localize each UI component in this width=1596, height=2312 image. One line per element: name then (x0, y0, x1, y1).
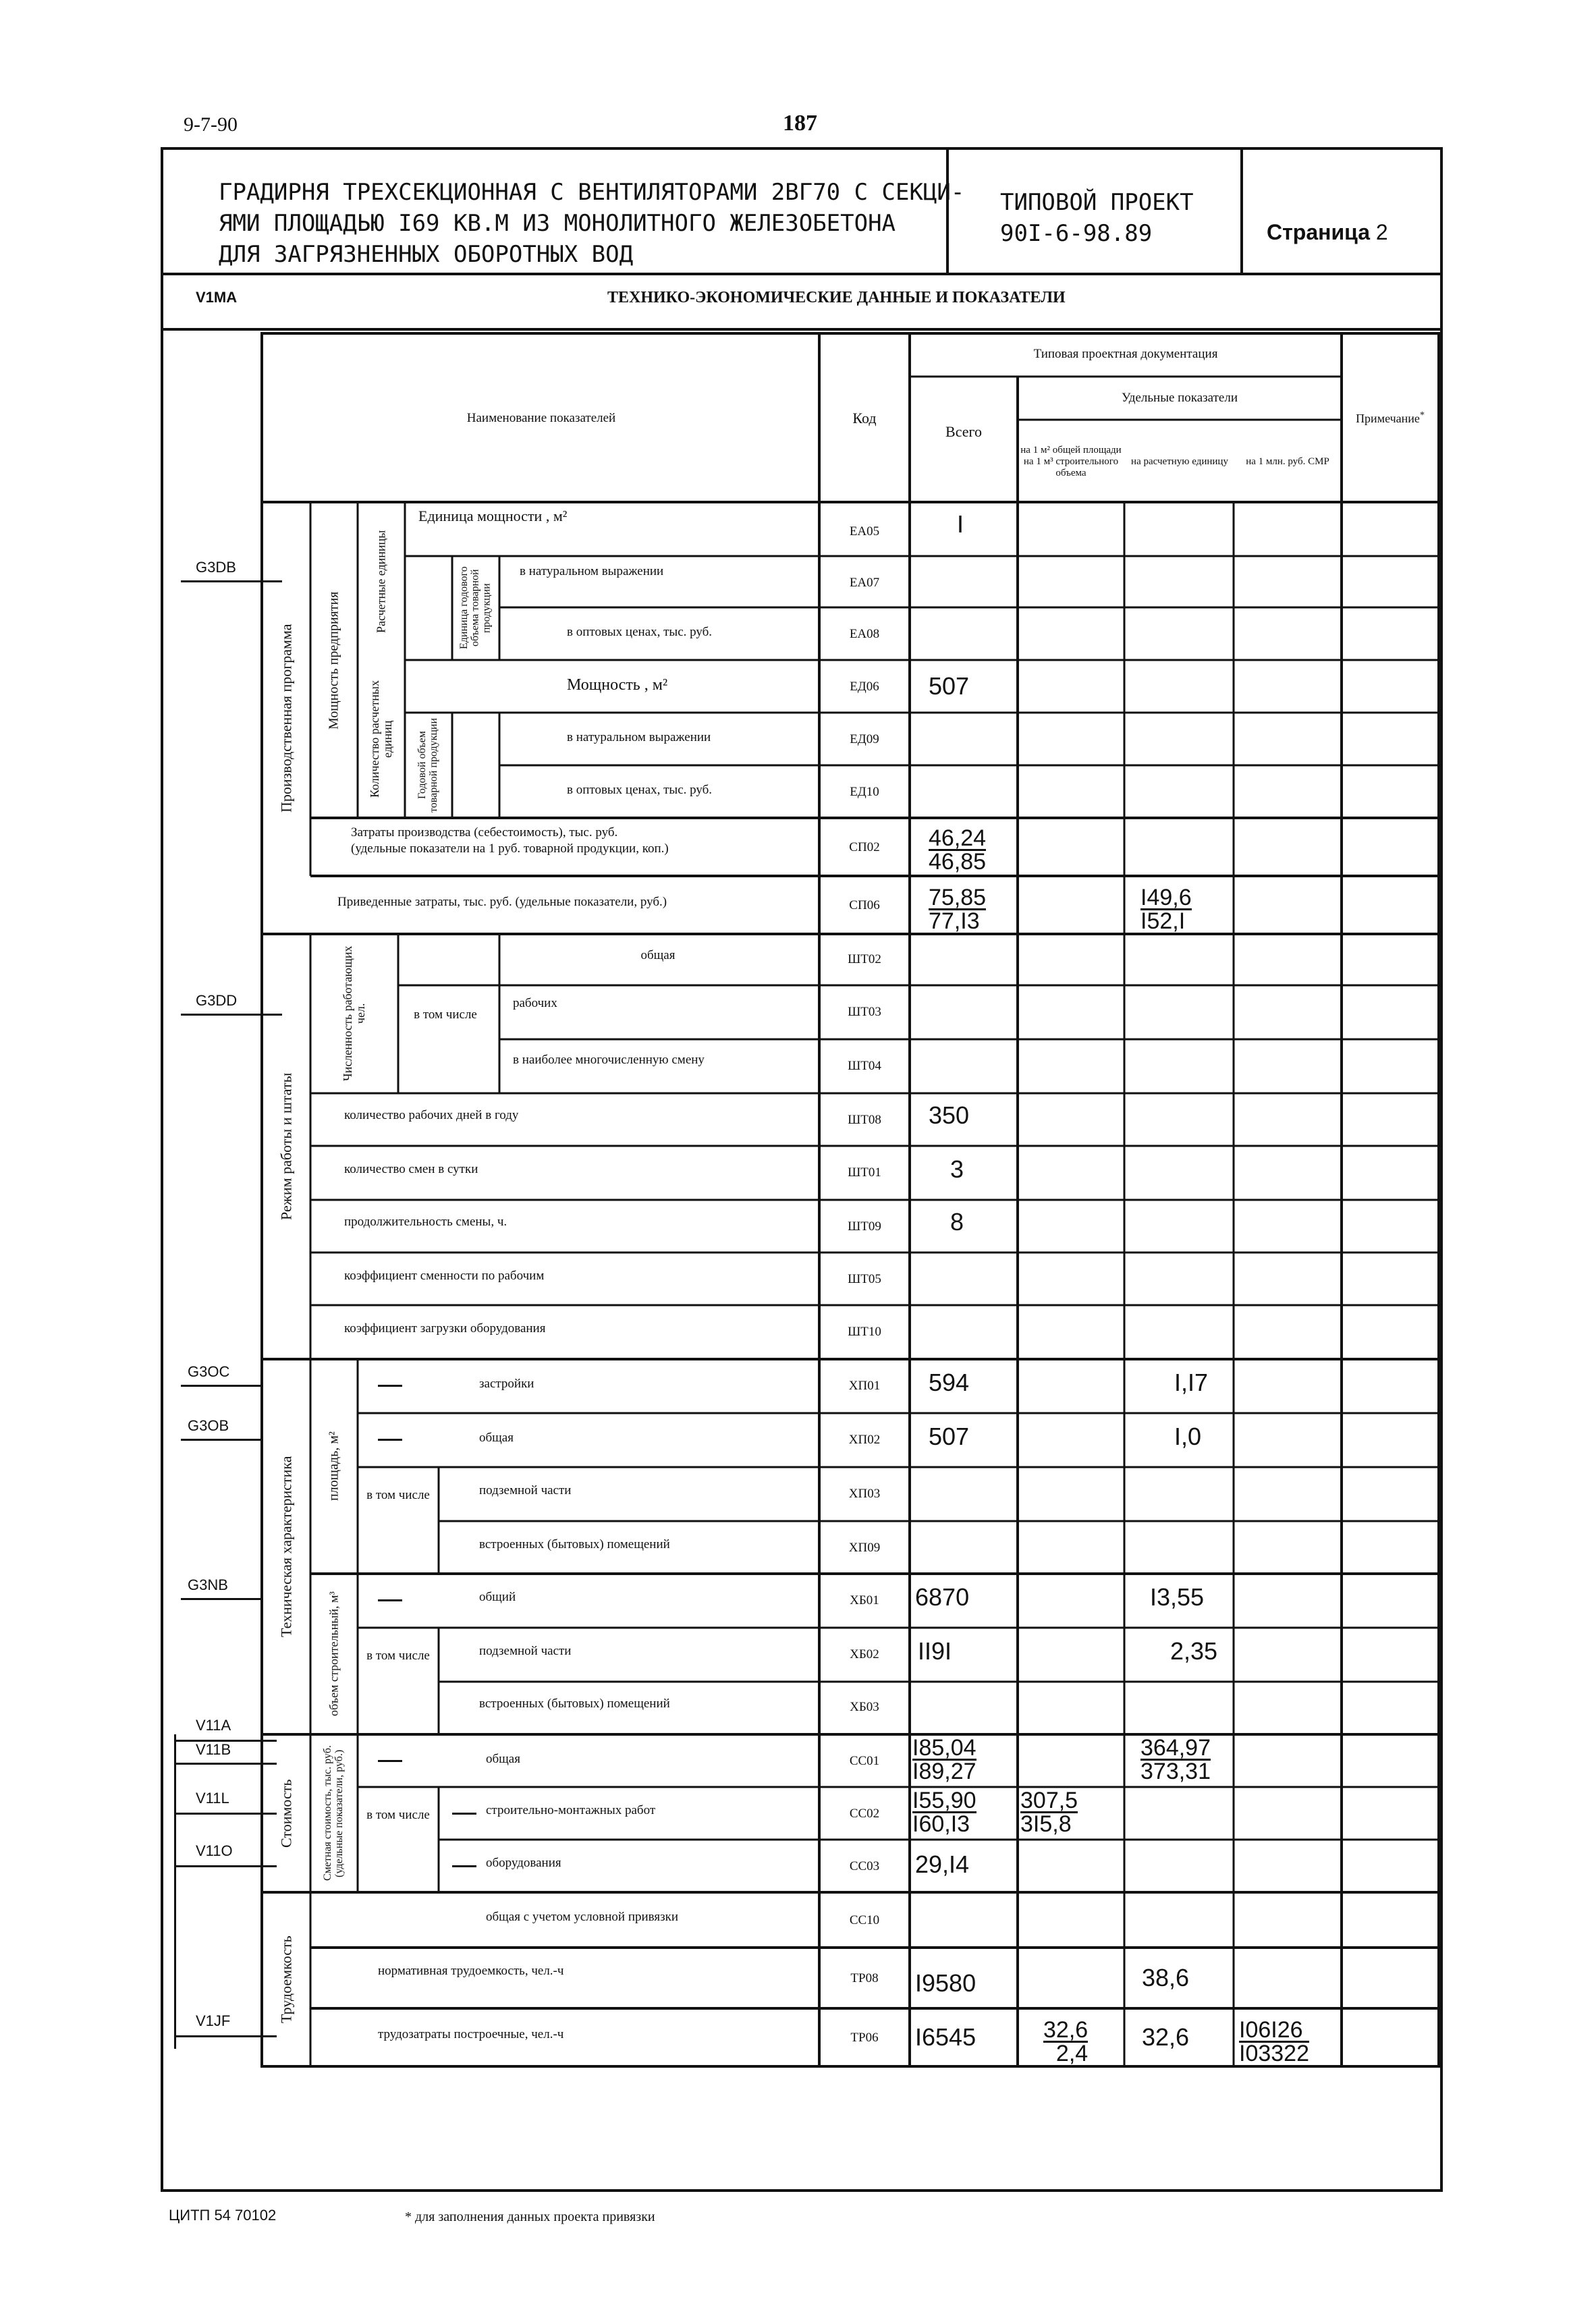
group-area: площадь, м² (326, 1431, 341, 1502)
code-ss03: СС03 (849, 1859, 880, 1873)
group-labor: Трудоемкость (277, 1935, 295, 2023)
side-label-g3ob: G3OB (188, 1417, 229, 1434)
row-ss01-name: общая (486, 1752, 520, 1766)
row-sht02-name: общая (640, 948, 676, 962)
value-sht01-total: 3 (950, 1155, 964, 1183)
row-ea07-name: в натуральном выражении (520, 564, 664, 578)
side-label-g3oc: G3OC (188, 1363, 230, 1380)
code-hp01: ХП01 (848, 1379, 881, 1393)
value-ss03-total: 29,I4 (915, 1850, 970, 1878)
code-ss01: СС01 (849, 1754, 880, 1768)
row-ed06-name: Мощность , м² (567, 676, 668, 694)
code-ed10: ЕД10 (850, 785, 879, 799)
code-tr08: ТР08 (850, 1971, 879, 1985)
row-ss02-name: строительно-монтажных работ (486, 1803, 656, 1817)
value-hb01-total: 6870 (915, 1583, 970, 1611)
col-header-code: Код (852, 410, 877, 426)
value-ea05-total: I (957, 510, 964, 538)
code-sht01: ШТ01 (848, 1165, 881, 1180)
row-ed09-name: в натуральном выражении (567, 730, 711, 744)
value-hp02-total: 507 (929, 1423, 970, 1450)
group-capacity: Мощность предприятия (326, 591, 341, 730)
group-cost: Стоимость (277, 1779, 295, 1848)
code-sht09: ШТ09 (848, 1219, 881, 1234)
row-hb02-name: подземной части (479, 1644, 572, 1658)
group-annual-volume: Единица годового объема товарной продукции (458, 566, 493, 650)
code-sp06: СП06 (849, 898, 880, 912)
row-sht05-name: коэффициент сменности по рабочим (344, 1269, 545, 1283)
value-ss01-total: $\frac{I85,04}{I89,27}$ (912, 1735, 976, 1784)
side-label-v1jf: V1JF (196, 2012, 231, 2029)
row-ea05-name: Единица мощности , м² (418, 507, 568, 524)
side-label-g3nb: G3NB (188, 1576, 228, 1593)
code-ea08: ЕА08 (849, 627, 880, 641)
code-ss02: СС02 (849, 1807, 880, 1821)
value-tr06-total: I6545 (915, 2023, 976, 2051)
value-tr08-total: I9580 (915, 1969, 976, 1997)
value-ss02-total: $\frac{I55,90}{I60,I3}$ (912, 1788, 976, 1837)
value-hp01-total: 594 (929, 1369, 970, 1396)
col-header-per-mln: на 1 млн. руб. СМР (1246, 456, 1329, 467)
code-hb03: ХБ03 (850, 1700, 879, 1714)
code-hp09: ХП09 (848, 1541, 881, 1555)
col-header-note: Примечание* (1356, 410, 1425, 425)
code-hp03: ХП03 (848, 1487, 881, 1501)
value-tr06-mln: $\frac{I06I26}{I03322}$ (1239, 2017, 1309, 2066)
side-label-g3dd: G3DD (196, 992, 238, 1009)
value-sp06-total: $\frac{75,85}{77,I3}$ (929, 885, 987, 934)
group-production-program: Производственная программа (277, 624, 295, 813)
row-hb03-name: встроенных (бытовых) помещений (479, 1697, 670, 1711)
group-volume: объем строительный, м³ (327, 1591, 341, 1717)
side-label-g3db: G3DB (196, 559, 236, 576)
row-tr06-name: трудозатраты построечные, чел.-ч (378, 2027, 564, 2041)
side-label-v11b: V11B (196, 1741, 231, 1758)
code-tr06: ТР06 (850, 2031, 879, 2045)
code-sht05: ШТ05 (848, 1272, 881, 1286)
code-sht04: ШТ04 (848, 1059, 881, 1073)
group-annual-output: Годовой объем товарной продукции (416, 717, 439, 813)
row-hp09-name: встроенных (бытовых) помещений (479, 1537, 670, 1551)
col-header-per-m2: на 1 м² общей площади на 1 м³ строительного объема (1020, 444, 1122, 478)
side-label-v11o: V11O (196, 1842, 233, 1859)
row-sht04-name: в наиболее многочисленную смену (513, 1053, 705, 1067)
incl-label-volume: в том числе (366, 1649, 430, 1663)
code-ss10: СС10 (849, 1913, 880, 1927)
value-hb01-unit: I3,55 (1150, 1583, 1205, 1611)
value-tr08-unit: 38,6 (1142, 1964, 1190, 1991)
code-hp02: ХП02 (848, 1433, 881, 1447)
code-sht02: ШТ02 (848, 952, 881, 966)
row-sht08-name: количество рабочих дней в году (344, 1108, 519, 1122)
row-tr08-name: нормативная трудоемкость, чел.-ч (378, 1964, 564, 1978)
group-count-units: Количество расчетных единиц (368, 680, 394, 798)
value-tr06-m2: $\frac{32,6}{2,4}$ (1043, 2017, 1089, 2066)
title-text: ГРАДИРНЯ ТРЕХСЕКЦИОННАЯ С ВЕНТИЛЯТОРАМИ 2ВГ70 С СЕКЦИ- ЯМИ ПЛОЩАДЬЮ I69 КВ.М ИЗ МОНОЛИТНОГО ЖЕЛЕЗОБЕТОНА ДЛЯ ЗАГРЯЗНЕННЫХ ОБОРОТНЫХ ВОД (219, 179, 965, 268)
row-hp01-name: застройки (479, 1377, 534, 1391)
code-sp02: СП02 (849, 840, 880, 854)
value-sht08-total: 350 (929, 1101, 970, 1129)
group-workers: Численность работающих чел. (341, 945, 367, 1082)
value-hb02-unit: 2,35 (1170, 1637, 1218, 1665)
value-sp02-total: $\frac{46,24}{46,85}$ (929, 825, 987, 875)
page-number: 187 (783, 111, 817, 136)
doc-code: 9-7-90 (184, 113, 238, 136)
footer-note: * для заполнения данных проекта привязки (405, 2209, 655, 2224)
value-sht09-total: 8 (950, 1208, 964, 1236)
col-header-per-unit: на расчетную единицу (1131, 456, 1228, 467)
group-estimate: Сметная стоимость, тыс. руб. (удельные показатели, руб.) (322, 1745, 345, 1881)
value-ss02-m2: $\frac{307,5}{3I5,8}$ (1020, 1788, 1078, 1837)
incl-label-area: в том числе (366, 1488, 430, 1502)
group-tech: Техническая характеристика (277, 1456, 295, 1638)
code-hb02: ХБ02 (850, 1647, 879, 1661)
project-number: 90I-6-98.89 (1000, 220, 1153, 247)
code-sht08: ШТ08 (848, 1113, 881, 1127)
col-header-specific: Удельные показатели (1121, 391, 1238, 405)
row-sht03-name: рабочих (513, 996, 557, 1010)
incl-label-cost: в том числе (366, 1808, 430, 1822)
footer-org: ЦИТП 54 70102 (169, 2207, 277, 2224)
row-sht09-name: продолжительность смены, ч. (344, 1215, 507, 1229)
row-sp06-name: Приведенные затраты, тыс. руб. (удельные показатели, руб.) (337, 895, 667, 909)
value-sp06-unit: $\frac{I49,6}{I52,I}$ (1140, 885, 1192, 934)
value-hb02-total: II9I (918, 1637, 952, 1665)
section-title: ТЕХНИКО-ЭКОНОМИЧЕСКИЕ ДАННЫЕ И ПОКАЗАТЕЛИ (607, 289, 1066, 306)
row-ss03-name: оборудования (486, 1856, 561, 1870)
code-sht10: ШТ10 (848, 1325, 881, 1339)
row-ed10-name: в оптовых ценах, тыс. руб. (567, 783, 713, 797)
project-label: ТИПОВОЙ ПРОЕКТ (1000, 189, 1194, 216)
side-label-v11l: V11L (196, 1790, 229, 1807)
row-ss10-name: общая с учетом условной привязки (486, 1910, 679, 1924)
sheet-indicator: Страница 2 (1267, 220, 1388, 244)
code-hb01: ХБ01 (850, 1593, 879, 1607)
col-header-name: Наименование показателей (466, 411, 616, 425)
code-ea05: ЕА05 (849, 524, 880, 539)
group-calc-units: Расчетные единицы (374, 530, 388, 634)
row-ea08-name: в оптовых ценах, тыс. руб. (567, 625, 713, 639)
col-header-group: Типовая проектная документация (1033, 347, 1218, 361)
row-sp02-name: Затраты производства (себестоимость), тыс. руб. (удельные показатели на 1 руб. товарной продукции, коп.) (351, 825, 669, 856)
side-label-v11a: V11A (196, 1717, 231, 1734)
row-hp03-name: подземной части (479, 1483, 572, 1497)
code-ea07: ЕА07 (849, 576, 880, 590)
row-hp02-name: общая (479, 1431, 514, 1445)
value-ed06-total: 507 (929, 672, 970, 700)
row-sht10-name: коэффициент загрузки оборудования (344, 1321, 546, 1336)
value-hp02-unit: I,0 (1174, 1423, 1202, 1450)
row-hb01-name: общий (479, 1590, 516, 1604)
value-ss01-unit: $\frac{364,97}{373,31}$ (1140, 1735, 1211, 1784)
group-regime: Режим работы и штаты (277, 1072, 295, 1221)
col-header-total: Всего (945, 423, 982, 440)
code-ed09: ЕД09 (850, 732, 879, 746)
value-tr06-unit: 32,6 (1142, 2023, 1190, 2051)
value-hp01-unit: I,I7 (1174, 1369, 1209, 1396)
row-sht01-name: количество смен в сутки (344, 1162, 478, 1176)
code-sht03: ШТ03 (848, 1005, 881, 1019)
code-ed06: ЕД06 (850, 680, 879, 694)
incl-label-workers: в том числе (414, 1008, 477, 1022)
section-code: V1MA (196, 289, 238, 306)
